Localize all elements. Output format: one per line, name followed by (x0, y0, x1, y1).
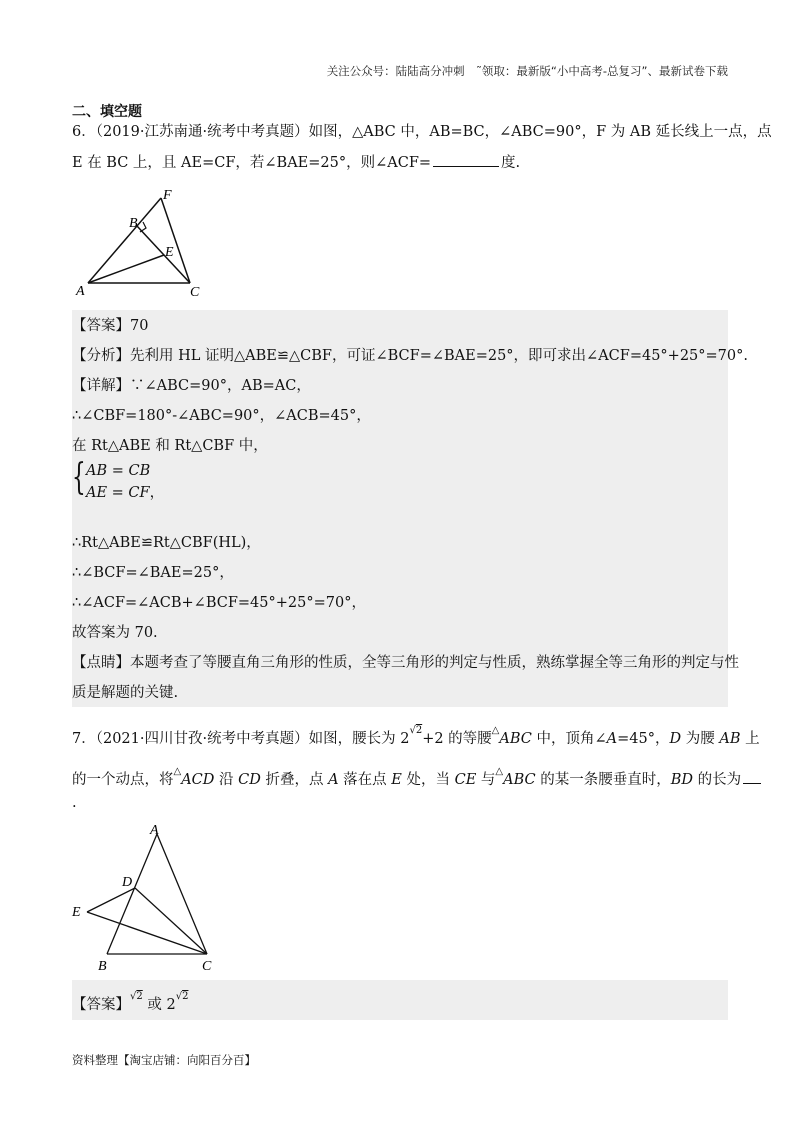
q6-analysis: 【分析】先利用 HL 证明△ABE≌△CBF，可证∠BCF=∠BAE=25°，即可求出∠ACF=45°+25°=70°. (72, 348, 748, 364)
segment-ab (107, 834, 157, 954)
q6-stem-line2 (72, 153, 520, 173)
q7-text-e: A (606, 731, 618, 747)
q6-comment-line2: 质是解题的关键. (72, 685, 179, 701)
q7-text-f: =45°， (617, 731, 670, 747)
label-c: C (190, 285, 200, 300)
triangle-icon: △ (173, 766, 182, 777)
q7-stem-line2 (72, 765, 763, 790)
q6-stem-tail: 度. (501, 155, 521, 171)
q6-step3: ∴Rt△ABE≌Rt△CBF(HL)， (72, 535, 261, 551)
q7-sqrt-value: 2 (415, 725, 423, 736)
label-e: E (165, 245, 174, 260)
label-e: E (72, 905, 81, 920)
page-footer: 资料整理【淘宝店铺：向阳百分百】 (72, 1053, 256, 1067)
equation-brace: { (72, 457, 86, 498)
answer-blank (743, 770, 761, 784)
triangle-icon: △ (491, 725, 500, 736)
label-b: B (98, 959, 107, 974)
section-title: 二、填空题 (72, 104, 142, 120)
q7-text-g: D (669, 731, 682, 747)
label-a: A (76, 284, 85, 299)
q7-text-l2d: CD (238, 772, 261, 788)
q7-text-b: +2 的等腰 (422, 731, 492, 747)
q7-text-l2a: 的一个动点，将 (72, 772, 174, 788)
q7-answer-sqrt2: 2 (182, 991, 189, 1002)
sqrt-symbol: √ (409, 725, 416, 736)
q6-detail: 【详解】∵∠ABC=90°，AB=AC， (72, 378, 311, 394)
segment-fc (161, 198, 190, 283)
q6-system-eq2-tail: ， (149, 485, 165, 501)
q7-stem-line1 (72, 724, 760, 749)
q6-system-eq2-text: AE = CF (86, 485, 150, 501)
q7-text-l2g: 落在点 (338, 772, 392, 788)
q7-text-l2l: ABC (503, 772, 536, 788)
q7-text-j: 上 (740, 731, 760, 747)
segment-dc (135, 888, 207, 954)
page-header: 关注公众号：陆陆高分冲刺 ˜领取：最新版“小中高考-总复习”、最新试卷下载 (326, 64, 728, 78)
q7-text-a: 7．（2021·四川甘孜·统考中考真题）如图，腰长为 2 (72, 731, 410, 747)
solution-block-q6 (72, 310, 728, 707)
q7-text-l2b: ACD (181, 772, 215, 788)
q7-text-l2j: CE (454, 772, 477, 788)
sqrt-symbol: √ (175, 991, 183, 1002)
q7-text-l2f: A (328, 772, 339, 788)
label-b: B (129, 216, 138, 231)
q7-text-l2o: 的长为 (692, 772, 742, 788)
q6-step1: ∴∠CBF=180°-∠ABC=90°，∠ACB=45°， (72, 408, 371, 424)
segment-ec (87, 912, 207, 954)
q6-answer: 【答案】70 (72, 318, 149, 334)
q7-text-l2h: E (391, 772, 402, 788)
q6-stem-line1: 6．（2019·江苏南通·统考中考真题）如图，△ABC 中，AB=BC，∠ABC=90°，F 为 AB 延长线上一点，点 (72, 124, 772, 140)
q7-text-l2i: 处，当 (401, 772, 455, 788)
q6-system-eq1: AB = CB (86, 463, 151, 479)
q6-step2: 在 Rt△ABE 和 Rt△CBF 中， (72, 438, 268, 454)
q6-system-eq2 (86, 483, 164, 503)
label-d: D (122, 875, 133, 890)
label-a: A (150, 823, 159, 838)
q6-step6: 故答案为 70. (72, 625, 158, 641)
q6-step5: ∴∠ACF=∠ACB+∠BCF=45°+25°=70°， (72, 595, 366, 611)
q7-answer-label: 【答案】 (72, 997, 130, 1013)
q6-comment-line1: 【点睛】本题考查了等腰直角三角形的性质，全等三角形的判定与性质，熟练掌握全等三角形的判定与性 (72, 655, 739, 671)
q7-text-i: AB (719, 731, 741, 747)
q7-text-l2k: 与 (476, 772, 496, 788)
q7-text-h: 为腰 (681, 731, 720, 747)
q7-text-l2c: 沿 (214, 772, 239, 788)
segment-de (87, 888, 135, 912)
q7-text-c: ABC (499, 731, 532, 747)
triangle-icon: △ (495, 766, 504, 777)
sqrt-symbol: √ (130, 991, 137, 1002)
q7-text-l2n: BD (670, 772, 693, 788)
q6-figure (72, 185, 242, 305)
segment-ac (157, 834, 207, 954)
q7-text-l2e: 折叠，点 (260, 772, 329, 788)
q7-figure (60, 822, 240, 974)
answer-blank (433, 153, 499, 167)
label-c: C (202, 959, 212, 974)
q6-step4: ∴∠BCF=∠BAE=25°， (72, 565, 234, 581)
q7-text-l2m: 的某一条腰垂直时， (535, 772, 671, 788)
label-f: F (163, 188, 172, 203)
q7-answer-sqrt1: 2 (136, 991, 143, 1002)
q6-stem-text: E 在 BC 上，且 AE=CF，若∠BAE=25°，则∠ACF= (72, 155, 432, 171)
q7-answer (72, 990, 188, 1015)
q7-text-d: 中，顶角∠ (531, 731, 607, 747)
q7-answer-or: 或 2 (142, 997, 176, 1013)
q7-stem-line3: . (72, 795, 77, 811)
